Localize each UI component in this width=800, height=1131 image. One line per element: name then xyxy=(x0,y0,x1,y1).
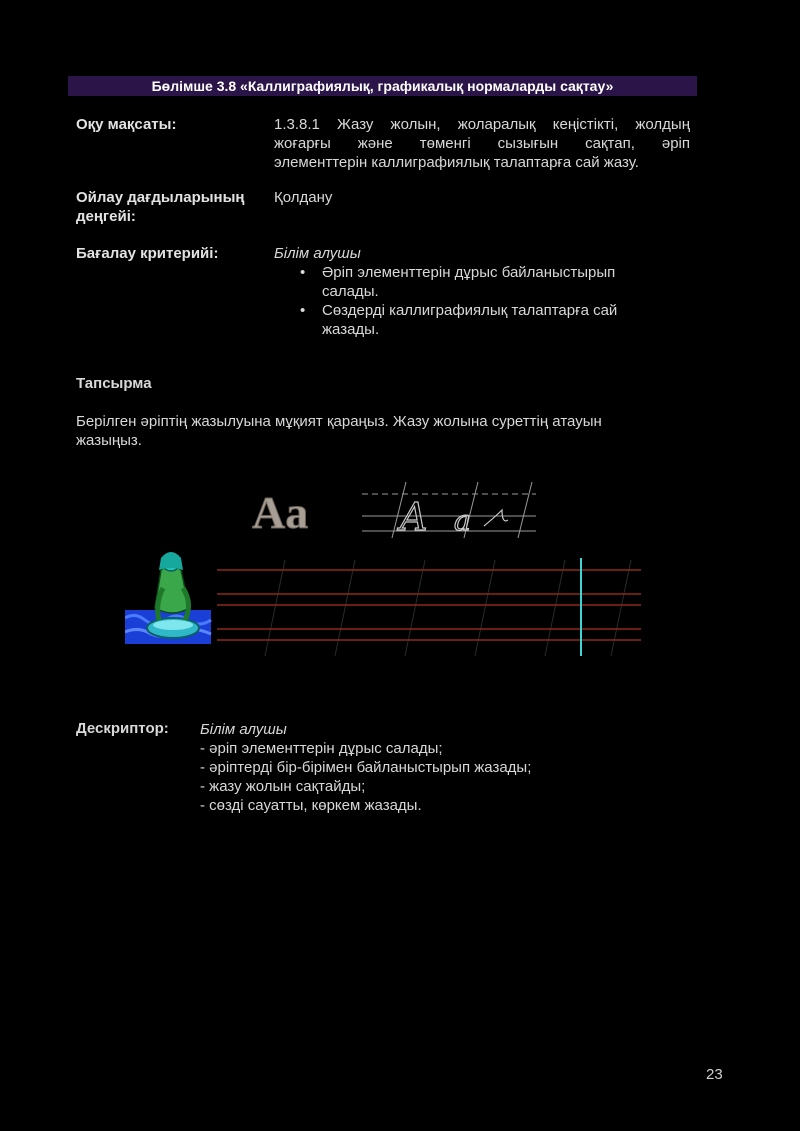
letter-sample-illustration xyxy=(240,476,560,546)
descriptor-label: Дескриптор: xyxy=(76,720,169,737)
bullet-icon: • xyxy=(300,264,306,281)
cursive-upper-letter: A xyxy=(400,495,428,539)
task-text: Берілген әріптің жазылуына мұқият қараңыз. Жазу жолына суреттің атауын жазыңыз. xyxy=(76,413,602,449)
descriptor-item: - әріп элементтерін дұрыс салады; xyxy=(200,740,443,757)
objective-line: 1.3.8.1 Жазу жолын, жоларалық кеңістікті, жолдың xyxy=(274,116,690,133)
task-title: Тапсырма xyxy=(76,375,152,392)
criteria-item-line: жазады. xyxy=(322,321,380,338)
criteria-body xyxy=(274,244,694,339)
criteria-item xyxy=(274,263,694,301)
page-number: 23 xyxy=(706,1066,723,1083)
objective-text xyxy=(274,115,690,172)
thinking-label-line: деңгейі: xyxy=(76,208,136,225)
criteria-item-line: салады. xyxy=(322,283,379,300)
bullet-icon: • xyxy=(300,302,306,319)
cursive-lower-letter: a xyxy=(454,504,471,537)
writing-lines xyxy=(215,556,645,658)
descriptor-item: - жазу жолын сақтайды; xyxy=(200,778,366,795)
descriptor-intro: Білім алушы xyxy=(200,721,287,738)
criteria-item-line: Сөздерді каллиграфиялық талаптарға сай xyxy=(322,302,618,319)
thinking-label-line: Ойлау дағдыларының xyxy=(76,189,245,206)
criteria-item-line: Әріп элементтерін дұрыс байланыстырып xyxy=(322,264,616,281)
objective-line: элементтерін каллиграфиялық талаптарға сай жазу. xyxy=(274,154,639,171)
cursive-guide-lines xyxy=(362,482,536,538)
descriptor-item: - әріптерді бір-бірімен байланыстырып жазады; xyxy=(200,759,532,776)
descriptor-body xyxy=(200,720,531,815)
thinking-label xyxy=(76,188,245,226)
cursive-connector xyxy=(484,510,508,526)
criteria-list xyxy=(274,263,694,339)
thinking-value: Қолдану xyxy=(274,189,333,206)
print-letters: Aa xyxy=(252,487,309,538)
section-title: Бөлімше 3.8 «Каллиграфиялық, графикалық нормаларды сақтау» xyxy=(68,76,697,96)
criteria-label: Бағалау критерийі: xyxy=(76,245,219,262)
criteria-intro: Білім алушы xyxy=(274,245,361,262)
objective-line: жоғарғы және төменгі сызығын сақтап, әріп xyxy=(274,135,690,152)
slant-guides xyxy=(265,560,631,656)
objective-label: Оқу мақсаты: xyxy=(76,116,177,133)
descriptor-item: - сөзді сауатты, көркем жазады. xyxy=(200,797,422,814)
criteria-item xyxy=(274,301,694,339)
woman-washing-illustration xyxy=(125,548,213,644)
